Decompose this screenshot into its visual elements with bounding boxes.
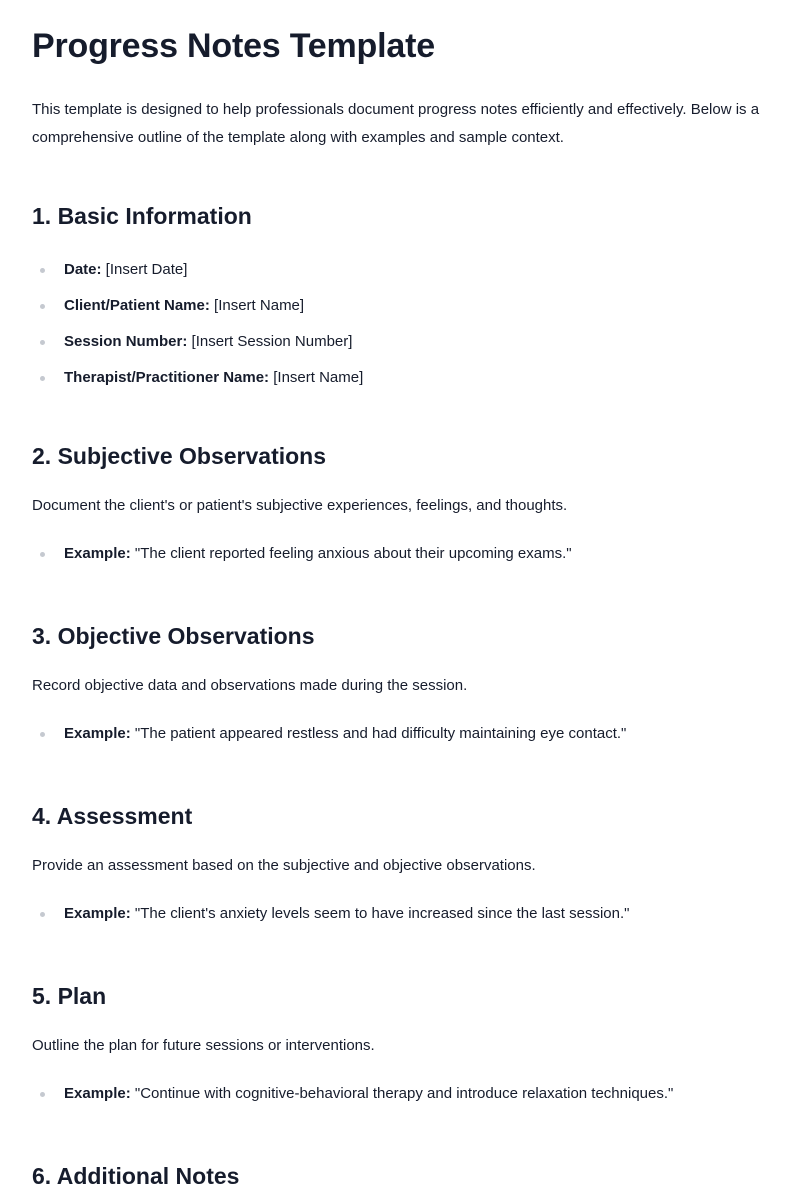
section-objective-observations bbox=[32, 620, 626, 758]
example-list bbox=[32, 1082, 673, 1118]
list-item-example bbox=[32, 542, 572, 578]
field-value: [Insert Name] bbox=[209, 297, 305, 314]
field-label: Session Number: bbox=[64, 333, 188, 350]
field-value: [Insert Name] bbox=[269, 369, 364, 386]
list-item-client-name bbox=[32, 294, 363, 330]
bullet-icon bbox=[40, 732, 45, 737]
bullet-icon bbox=[40, 304, 45, 309]
list-item-session-number bbox=[32, 330, 363, 366]
bullet-icon bbox=[40, 340, 45, 345]
field-value: [Insert Session Number] bbox=[187, 333, 353, 350]
list-item-example bbox=[32, 1082, 673, 1118]
basic-info-list bbox=[32, 258, 363, 402]
example-text: "Continue with cognitive-behavioral therapy and introduce relaxation techniques." bbox=[130, 1085, 674, 1102]
example-label: Example: bbox=[64, 1085, 131, 1102]
section-description: Provide an assessment based on the subjective and objective observations. bbox=[32, 857, 536, 874]
bullet-icon bbox=[40, 1092, 45, 1097]
bullet-icon bbox=[40, 376, 45, 381]
bullet-icon bbox=[40, 268, 45, 273]
section-heading: 1. Basic Information bbox=[32, 203, 252, 229]
example-list bbox=[32, 722, 626, 758]
bullet-icon bbox=[40, 552, 45, 557]
example-label: Example: bbox=[64, 545, 131, 562]
section-assessment bbox=[32, 800, 629, 938]
section-heading: 4. Assessment bbox=[32, 803, 193, 829]
section-heading: 5. Plan bbox=[32, 983, 107, 1009]
intro-paragraph: This template is designed to help professionals document progress notes efficiently and effectively. Below is a comprehensive outline of the template along with examples and sample context. bbox=[32, 101, 760, 146]
list-item-example bbox=[32, 902, 629, 938]
example-label: Example: bbox=[64, 905, 131, 922]
example-text: "The client's anxiety levels seem to have increased since the last session." bbox=[130, 905, 630, 922]
list-item-therapist-name bbox=[32, 366, 363, 402]
example-list bbox=[32, 902, 629, 938]
section-heading: 6. Additional Notes bbox=[32, 1163, 240, 1189]
example-text: "The patient appeared restless and had difficulty maintaining eye contact." bbox=[130, 725, 627, 742]
section-additional-notes bbox=[32, 1160, 239, 1192]
page-title: Progress Notes Template bbox=[32, 27, 435, 65]
example-list bbox=[32, 542, 572, 578]
field-label: Client/Patient Name: bbox=[64, 297, 210, 314]
section-basic-information bbox=[32, 200, 363, 402]
section-heading: 3. Objective Observations bbox=[32, 623, 315, 649]
section-description: Record objective data and observations made during the session. bbox=[32, 677, 468, 694]
section-heading: 2. Subjective Observations bbox=[32, 443, 327, 469]
example-label: Example: bbox=[64, 725, 131, 742]
example-text: "The client reported feeling anxious about their upcoming exams." bbox=[130, 545, 572, 562]
list-item-example bbox=[32, 722, 626, 758]
section-description: Document the client's or patient's subjective experiences, feelings, and thoughts. bbox=[32, 497, 568, 514]
bullet-icon bbox=[40, 912, 45, 917]
section-subjective-observations bbox=[32, 440, 572, 578]
field-label: Therapist/Practitioner Name: bbox=[64, 369, 270, 386]
section-plan bbox=[32, 980, 673, 1118]
list-item-date bbox=[32, 258, 363, 294]
section-description: Outline the plan for future sessions or interventions. bbox=[32, 1037, 375, 1054]
field-label: Date: bbox=[64, 261, 102, 278]
field-value: [Insert Date] bbox=[101, 261, 188, 278]
